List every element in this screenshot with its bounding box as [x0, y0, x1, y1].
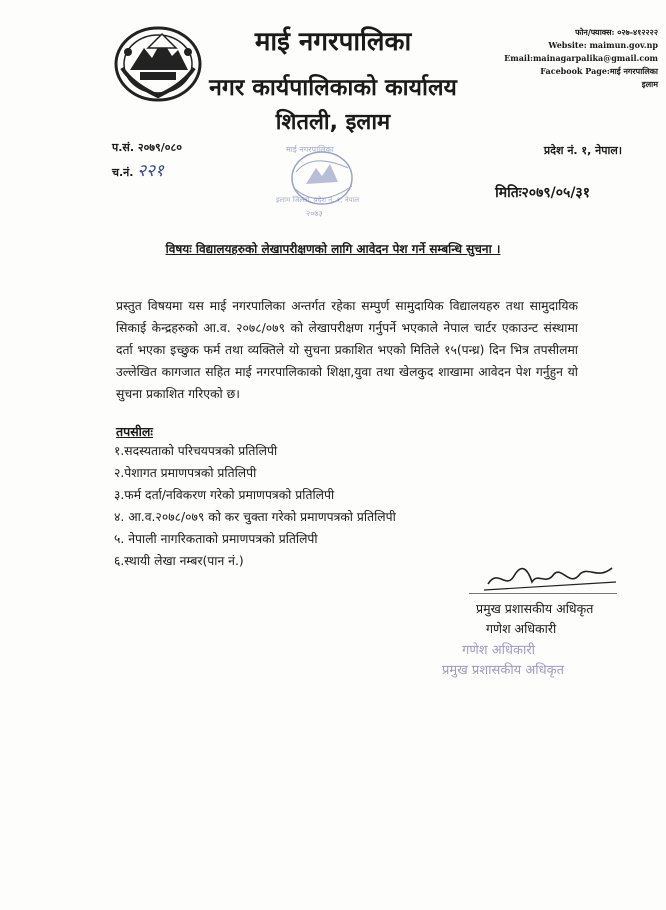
province-text: प्रदेश नं. १, नेपाल। [543, 144, 622, 157]
municipality-title: माई नगरपालिका [254, 27, 412, 57]
website-text: Website: maimun.gov.np [548, 40, 658, 50]
signature-line [469, 593, 617, 594]
annex-list [114, 440, 396, 572]
office-title: नगर कार्यपालिकाको कार्यालय [209, 75, 457, 101]
subject-text: विषयः विद्यालयहरुको लेखापरीक्षणको लागि आवेदन पेश गर्ने सम्बन्धि सुचना । [165, 242, 501, 256]
dispatch-label: च.नं. [112, 166, 134, 179]
dispatch-number [112, 158, 164, 181]
stamp-text-bottom: इलाम जिल्ला, प्रदेश नं. १, नेपाल [276, 196, 360, 204]
stamp-text-top: माई नगरपालिका [286, 145, 334, 154]
contact-info [498, 26, 658, 91]
location-title: शितली, इलाम [275, 110, 391, 135]
annex-heading: तपसीलः [116, 424, 153, 439]
subject-line [0, 240, 666, 257]
name-seal-name: गणेश अधिकारी [462, 643, 536, 658]
letter-number: प.सं. २०७९/०८० [112, 141, 182, 154]
annex-item: ४. आ.व.२०७८/०७९ को कर चुक्ता गरेको प्रमाणपत्रको प्रतिलिपी [114, 510, 396, 524]
annex-item: १.सदस्यताको परिचयपत्रको प्रतिलिपी [114, 444, 278, 458]
email-text: Email:mainagarpalika@gmail.com [504, 53, 658, 63]
name-seal-title: प्रमुख प्रशासकीय अधिकृत [442, 663, 565, 678]
facebook-text: Facebook Page:माई नगरपालिका [540, 66, 658, 76]
annex-item: २.पेशागत प्रमाणपत्रको प्रतिलिपी [114, 466, 257, 480]
dispatch-handwritten-number: २२१ [137, 161, 164, 181]
signature-graphic [480, 560, 620, 596]
annex-item: ५. नेपाली नागरिकताको प्रमाणपत्रको प्रतिलिपी [114, 532, 318, 546]
contact-district: इलाम [641, 79, 658, 89]
stamp-year: २०७३ [306, 209, 323, 218]
officer-title: प्रमुख प्रशासकीय अधिकृत [476, 601, 594, 616]
officer-name: गणेश अधिकारी [486, 621, 557, 636]
annex-item: ३.फर्म दर्ता/नविकरण गरेको प्रमाणपत्रको प्रतिलिपी [114, 488, 335, 502]
annex-item: ६.स्थायी लेखा नम्बर(पान नं.) [114, 554, 244, 568]
letter-date: मितिः२०७९/०५/३१ [495, 185, 590, 201]
body-paragraph: प्रस्तुत विषयमा यस माई नगरपालिका अन्तर्गत रहेका सम्पुर्ण सामुदायिक विद्यालयहरु तथा सामुदायिक सिकाई केन्द्रहरुको आ.व. २०७८/०७९ को लेखापरीक्षण गर्नुपर्ने भएकाले नेपाल चार्टर एकाउन्ट संस्थामा दर्ता भएका इच्छुक फर्म तथा व्यक्तिले यो सुचना प्रकाशित भएको मितिले १५(पन्ध्र) दिन भित्र तपसीलमा उल्लेखित कागजात सहित माई नगरपालिकाको शिक्षा,युवा तथा खेलकुद शाखामा आवेदन पेश गर्नुहुन यो सुचना प्रकाशित गरिएको छ। [116, 299, 578, 401]
phone-text: फोन/फ्याक्स: ०२७-४१२२२२ [575, 27, 658, 37]
